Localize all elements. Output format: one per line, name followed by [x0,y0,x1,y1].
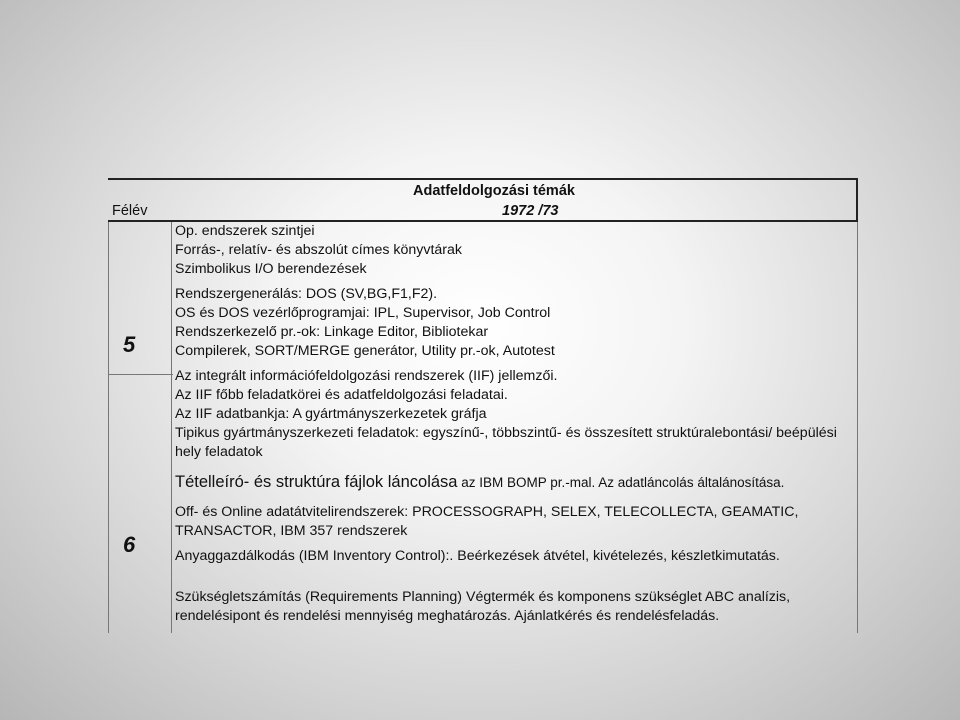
document-title: Adatfeldolgozási témák [413,183,575,199]
semester-column [108,222,172,633]
topic-item: OS és DOS vezérlőprogramjai: IPL, Supervisor, Job Control [175,305,551,321]
topics-column [172,222,858,633]
semester-number-6: 6 [123,532,136,557]
topic-item: Forrás-, relatív- és abszolút címes könyvtárak [175,242,462,258]
topic-item: Compilerek, SORT/MERGE generátor, Utility pr.-ok, Autotest [175,343,555,359]
topic-item: Szükségletszámítás (Requirements Planning) Végtermék és komponens szükséglet ABC analízis, rendelésipont és rendelési mennyiség meghatározás. Ajánlatkérés és rendelésfeladás. [175,589,791,624]
topics-list [175,222,855,626]
topic-item: Op. endszerek szintjei [175,223,315,239]
semester-divider [109,374,173,375]
topic-item-emphasis: Tételleíró- és struktúra fájlok láncolása [175,473,458,491]
topic-item [175,472,855,493]
topic-item: Off- és Online adatátvitelirendszerek: PROCESSOGRAPH, SELEX, TELECOLLECTA, GEAMATIC, TRANSACTOR, IBM 357 rendszerek [175,504,799,539]
topic-item: Anyaggazdálkodás (IBM Inventory Control):. Beérkezések átvétel, kivételezés, készletkimutatás. [175,548,780,564]
semester-number-5: 5 [123,332,136,357]
topic-item-detail: az IBM BOMP pr.-mal. Az adatláncolás általánosítása. [457,475,785,490]
semester-header-row [108,200,858,222]
topic-item: Tipikus gyártmányszerkezeti feladatok: egyszínű-, többszintű- és összesített struktúralebontási/ beépülési hely feladatok [175,425,837,460]
topic-item: Rendszerkezelő pr.-ok: Linkage Editor, Bibliotekar [175,324,489,340]
topic-item: Az IIF adatbankja: A gyártmányszerkezetek gráfja [175,406,487,422]
topic-item: Az integrált információfeldolgozási rendszerek (IIF) jellemzői. [175,368,558,384]
topic-item: Szimbolikus I/O berendezések [175,261,367,277]
semester-label: Félév [112,203,148,219]
document-title-row [108,178,858,202]
academic-year: 1972 /73 [502,203,559,219]
topic-item: Rendszergenerálás: DOS (SV,BG,F1,F2). [175,286,438,302]
topic-item: Az IIF főbb feladatkörei és adatfeldolgozási feladatai. [175,387,508,403]
topics-document [108,178,858,633]
